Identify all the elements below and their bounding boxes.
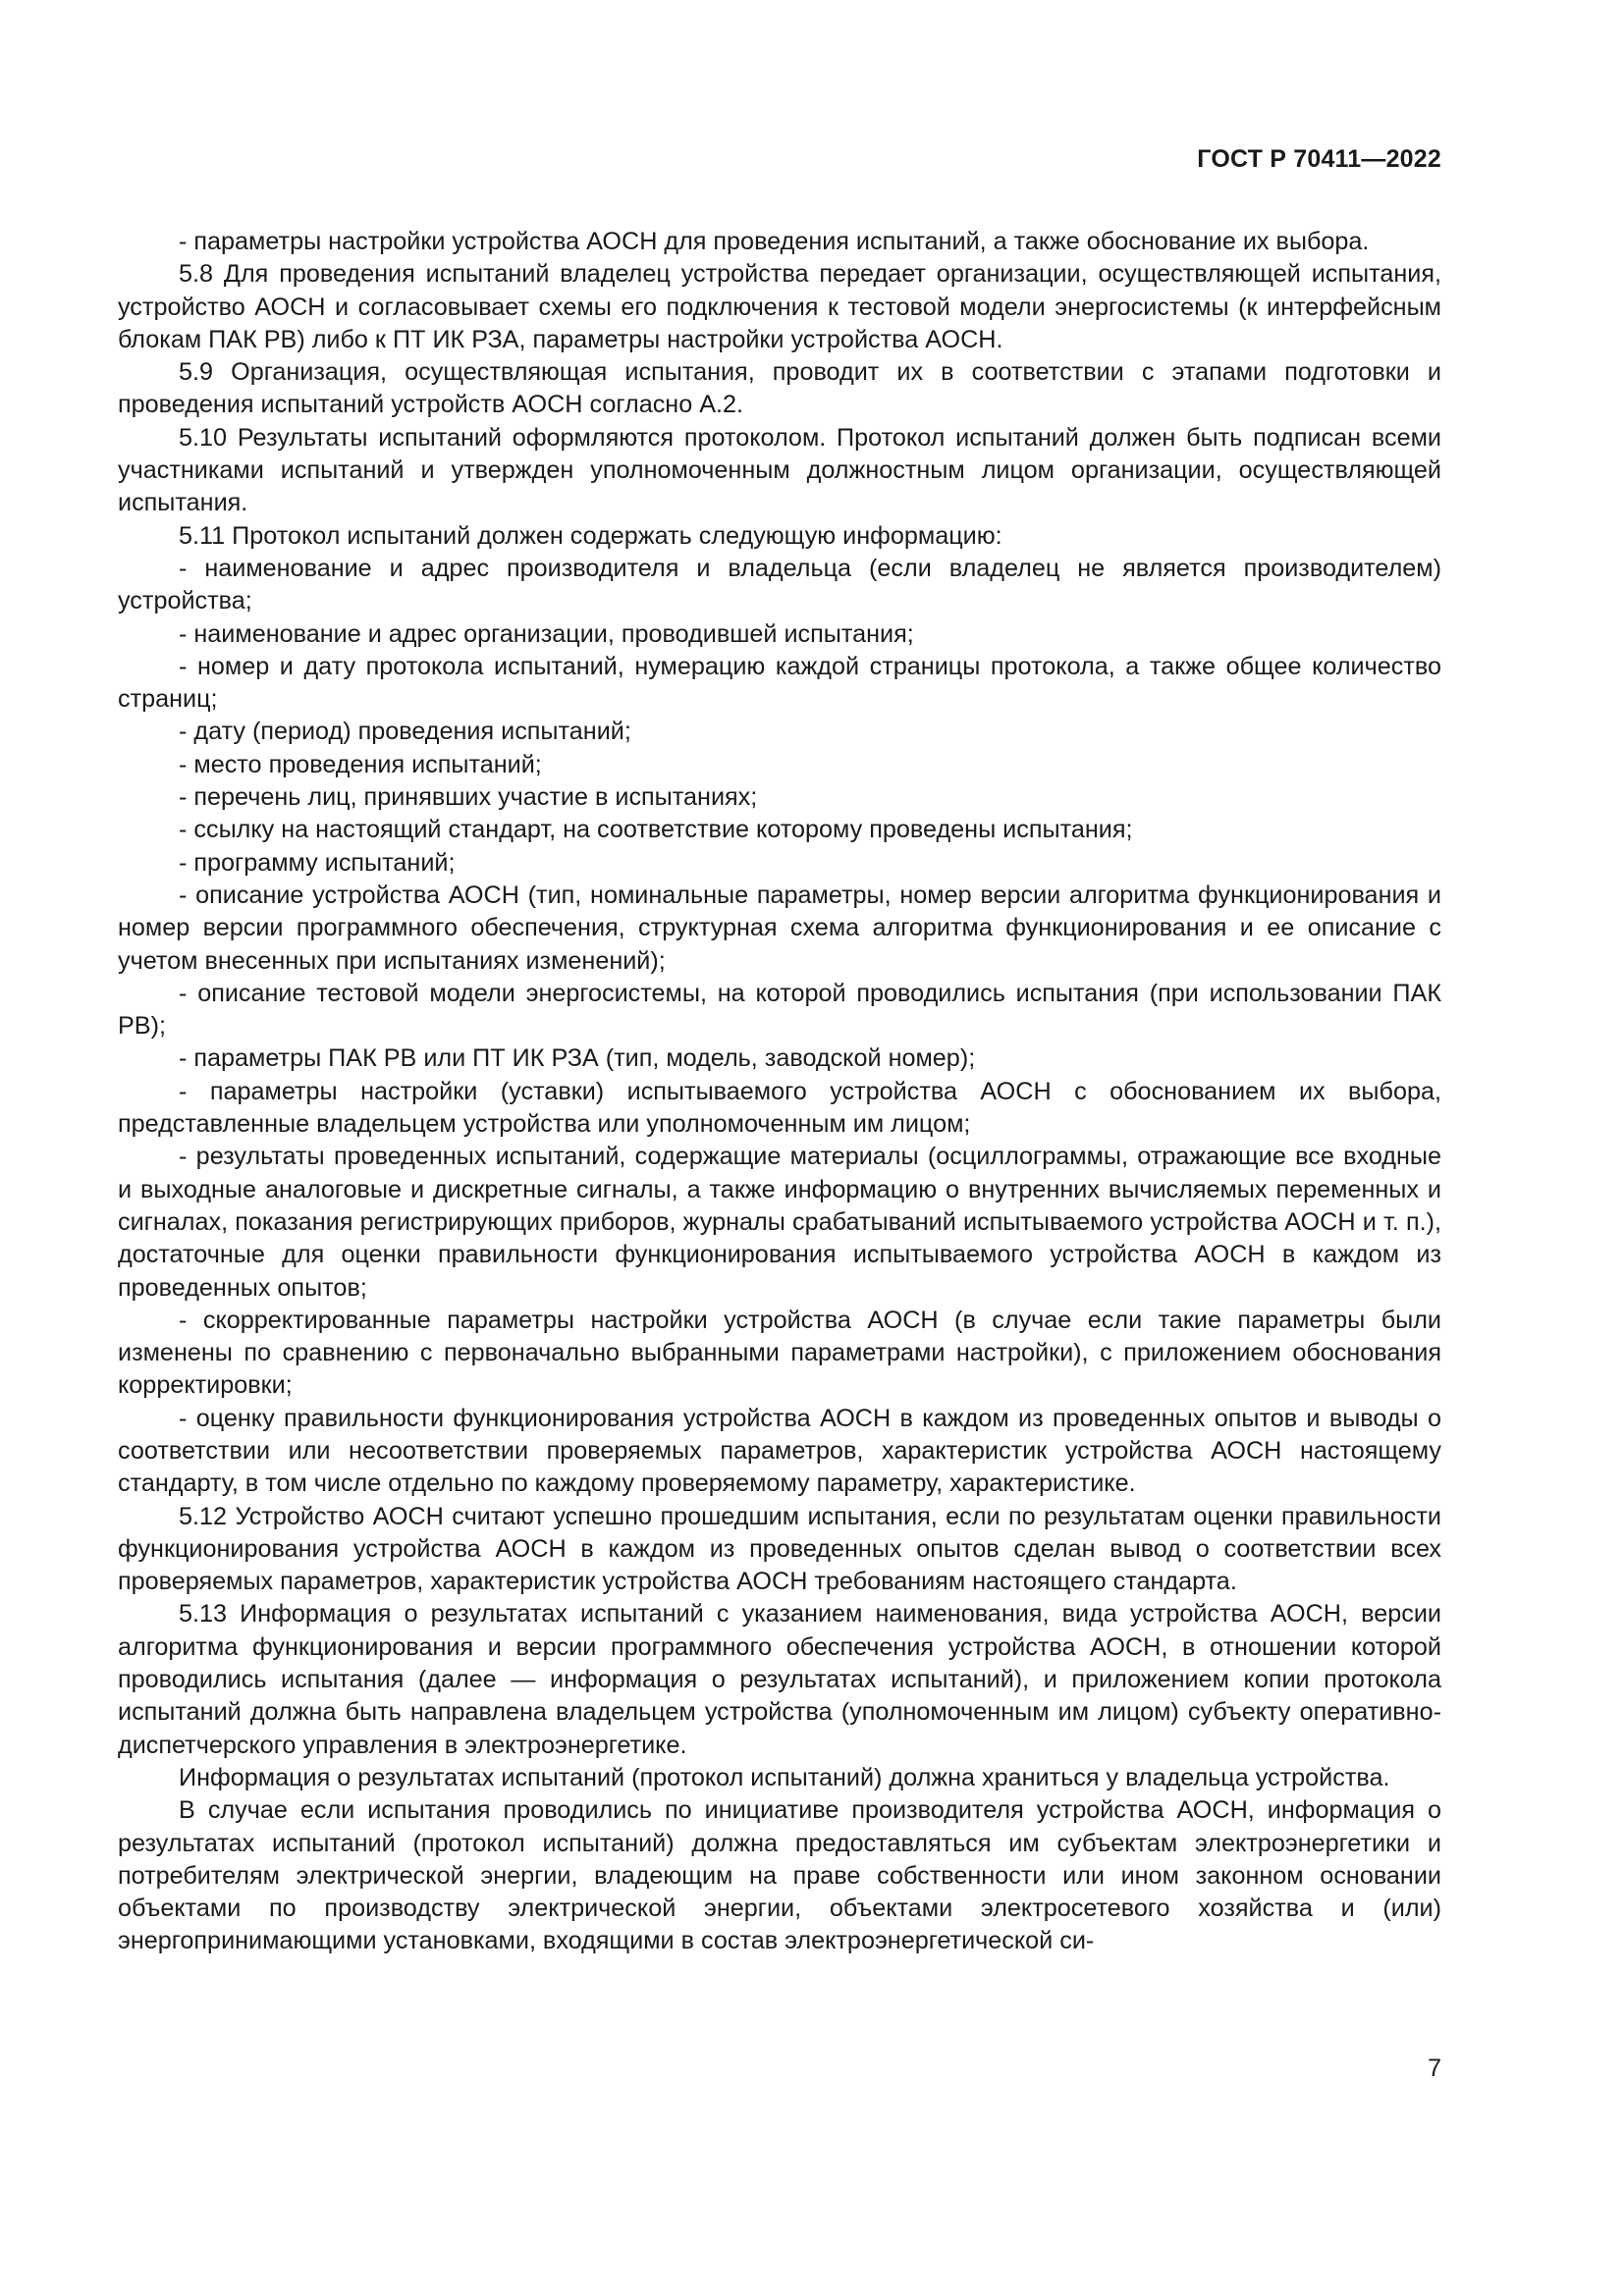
page-number: 7: [1428, 2055, 1441, 2082]
paragraph: 5.8 Для проведения испытаний владелец устройства передает организации, осуществляющей испытания, устройство АОСН и согласовывает схемы его подключения к тестовой модели энергосистемы (к интерфейсным блокам ПАК РВ) либо к ПТ ИК РЗА, параметры настройки устройства АОСН.: [118, 260, 1441, 353]
list-item: - описание тестовой модели энергосистемы, на которой проводились испытания (при использовании ПАК РВ);: [118, 979, 1441, 1041]
document-standard-id: ГОСТ Р 70411—2022: [1197, 145, 1441, 173]
list-item: - дату (период) проведения испытаний;: [179, 718, 631, 746]
list-item: - параметры настройки (уставки) испытываемого устройства АОСН с обоснованием их выбора, представленные владельцем устройства или уполномоченным им лицом;: [118, 1077, 1441, 1139]
list-item: - результаты проведенных испытаний, содержащие материалы (осциллограммы, отражающие все входные и выходные аналоговые и дискретные сигналы, а также информацию о внутренних вычисляемых переменных и сигналах, показания регистрирующих приборов, журналы срабатываний испытываемого устройства АОСН и т. п.), достаточные для оценки правильности функционирования испытываемого устройства АОСН в каждом из проведенных опытов;: [118, 1143, 1441, 1302]
list-item: - наименование и адрес производителя и владельца (если владелец не является производителем) устройства;: [118, 554, 1441, 615]
paragraph: 5.10 Результаты испытаний оформляются протоколом. Протокол испытаний должен быть подписан всеми участниками испытаний и утвержден уполномоченным должностным лицом организации, осуществляющей испытания.: [118, 423, 1441, 517]
paragraph: 5.13 Информация о результатах испытаний с указанием наименования, вида устройства АОСН, версии алгоритма функционирования и версии программного обеспечения устройства АОСН, в отношении которой проводились испытания (далее — информация о результатах испытаний), и приложением копии протокола испытаний должна быть направлена владельцем устройства (уполномоченным им лицом) субъекту оперативно-диспетчерского управления в электроэнергетике.: [118, 1600, 1441, 1759]
list-item: - место проведения испытаний;: [179, 750, 542, 778]
list-item: - оценку правильности функционирования устройства АОСН в каждом из проведенных опытов и выводы о соответствии или несоответствии проверяемых параметров, характеристик устройства АОСН настоящему стандарту, в том числе отдельно по каждому проверяемому параметру, характеристике.: [118, 1404, 1441, 1498]
paragraph: Информация о результатах испытаний (протокол испытаний) должна храниться у владельца устройства.: [179, 1763, 1390, 1791]
paragraph: В случае если испытания проводились по инициативе производителя устройства АОСН, информация о результатах испытаний (протокол испытаний) должна предоставляться им субъектам электроэнергетики и потребителям электрической энергии, владеющим на праве собственности или ином законном основании объектами по производству электрической энергии, объектами электросетевого хозяйства и (или) энергопринимающими установками, входящими в состав электроэнергетической си-: [118, 1796, 1441, 1955]
list-item: - описание устройства АОСН (тип, номинальные параметры, номер версии алгоритма функционирования и номер версии программного обеспечения, структурная схема алгоритма функционирования и ее описание с учетом внесенных при испытаниях изменений);: [118, 881, 1441, 975]
list-item: - номер и дату протокола испытаний, нумерацию каждой страницы протокола, а также общее количество страниц;: [118, 652, 1441, 714]
list-item: - программу испытаний;: [179, 848, 456, 877]
list-item: - перечень лиц, принявших участие в испытаниях;: [179, 783, 758, 812]
list-item: - параметры ПАК РВ или ПТ ИК РЗА (тип, модель, заводской номер);: [179, 1044, 976, 1073]
paragraph: 5.12 Устройство АОСН считают успешно прошедшим испытания, если по результатам оценки правильности функционирования устройства АОСН в каждом из проведенных опытов сделан вывод о соответствии всех проверяемых параметров, характеристик устройства АОСН требованиям настоящего стандарта.: [118, 1502, 1441, 1596]
paragraph: 5.11 Протокол испытаний должен содержать следующую информацию:: [179, 521, 1002, 550]
document-body: [118, 226, 1441, 1958]
list-item: - скорректированные параметры настройки устройства АОСН (в случае если такие параметры были изменены по сравнению с первоначально выбранными параметрами настройки), с приложением обоснования корректировки;: [118, 1306, 1441, 1400]
list-item: - ссылку на настоящий стандарт, на соответствие которому проведены испытания;: [179, 816, 1133, 844]
paragraph: - параметры настройки устройства АОСН для проведения испытаний, а также обоснование их выбора.: [179, 228, 1370, 255]
list-item: - наименование и адрес организации, проводившей испытания;: [179, 619, 914, 648]
paragraph: 5.9 Организация, осуществляющая испытания, проводит их в соответствии с этапами подготовки и проведения испытаний устройств АОСН согласно А.2.: [118, 358, 1441, 419]
